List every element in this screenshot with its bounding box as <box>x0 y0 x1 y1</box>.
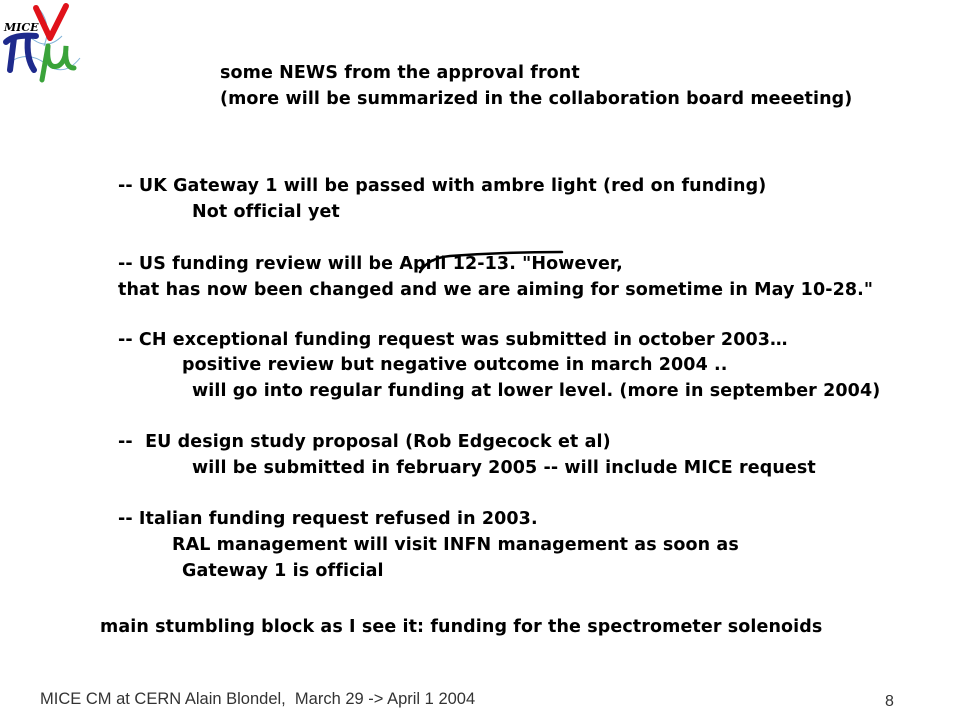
us-item-line-2: that has now been changed and we are aiming for sometime in May 10-28." <box>118 280 874 300</box>
title-line-2: (more will be summarized in the collaboration board meeeting) <box>220 89 853 109</box>
mice-logo-icon <box>0 0 92 86</box>
us-item-line-1: -- US funding review will be April 12-13. "However, <box>118 254 623 274</box>
eu-item-line-1: -- EU design study proposal (Rob Edgecock et al) <box>118 432 611 452</box>
ch-item-line-2: positive review but negative outcome in march 2004 .. <box>182 355 728 375</box>
footer-text: MICE CM at CERN Alain Blondel, March 29 -> April 1 2004 <box>40 690 476 708</box>
strikethrough-mark <box>410 250 570 274</box>
ch-item-line-3: will go into regular funding at lower level. (more in september 2004) <box>192 381 881 401</box>
logo-text: MICE <box>4 21 39 34</box>
it-item-line-2: RAL management will visit INFN management as soon as <box>172 535 739 555</box>
uk-item-line-2: Not official yet <box>192 202 340 222</box>
ch-item-line-1: -- CH exceptional funding request was submitted in october 2003… <box>118 330 788 350</box>
eu-item-line-2: will be submitted in february 2005 -- will include MICE request <box>192 458 816 478</box>
page-number: 8 <box>885 693 894 710</box>
conclusion-text: main stumbling block as I see it: funding for the spectrometer solenoids <box>100 617 823 637</box>
title-line-1: some NEWS from the approval front <box>220 63 580 83</box>
it-item-line-3: Gateway 1 is official <box>182 561 384 581</box>
it-item-line-1: -- Italian funding request refused in 2003. <box>118 509 538 529</box>
uk-item-line-1: -- UK Gateway 1 will be passed with ambre light (red on funding) <box>118 176 767 196</box>
